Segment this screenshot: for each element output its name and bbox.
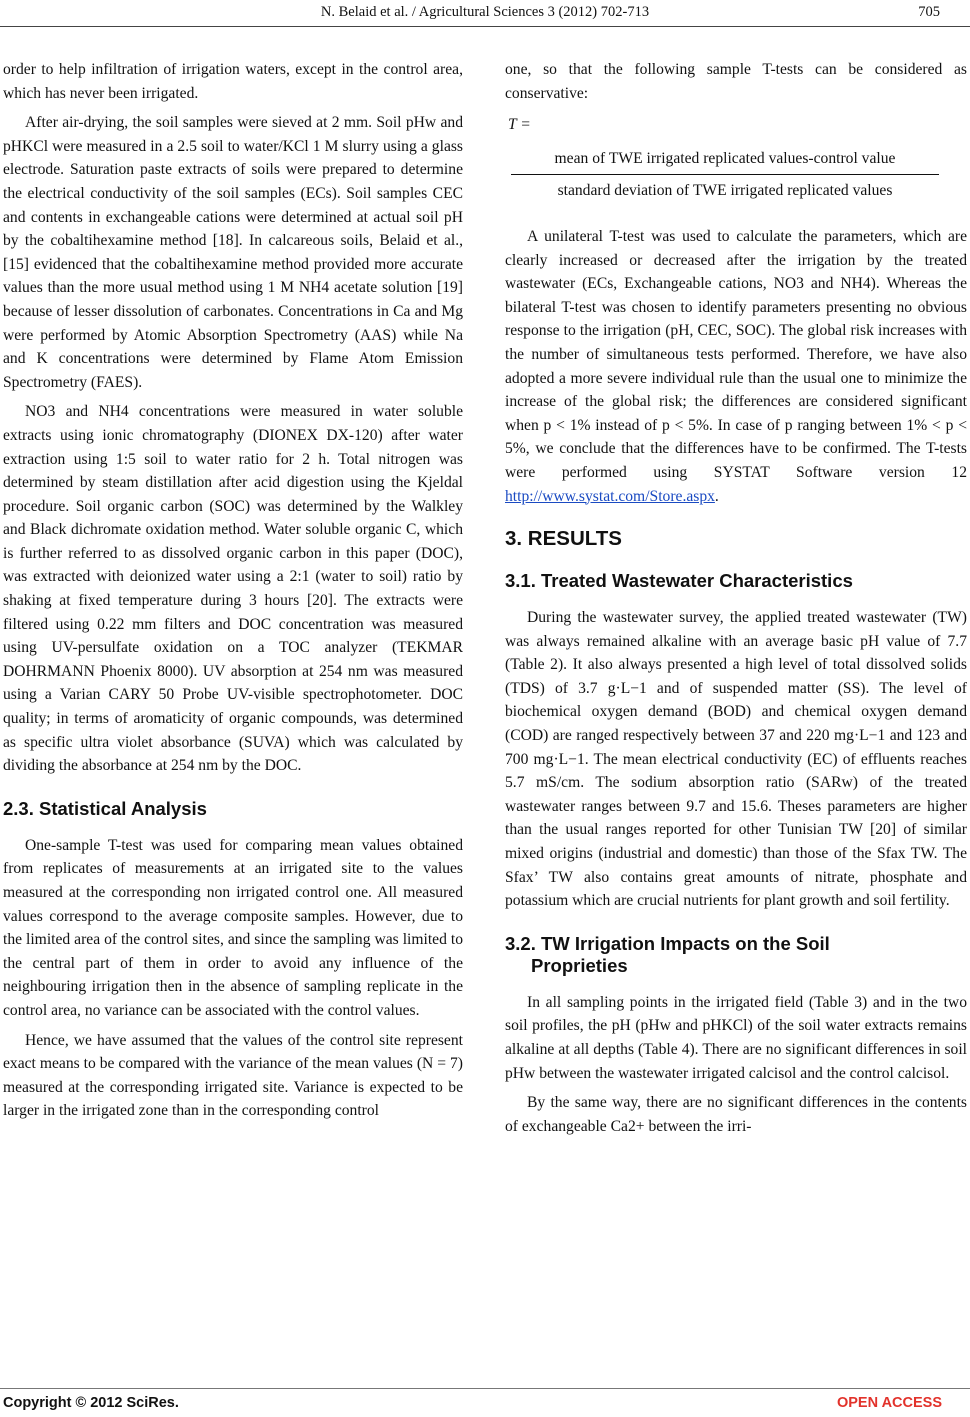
paragraph: During the wastewater survey, the applied treated wastewater (TW) was always remained alkaline with an average basic pH value of 7.7 (Table 2). It also always presented a high level of total dissolved solids (TDS) of 3.7 g·L−1 and of suspended matter (SS). The level of biochemical oxygen demand (BOD) and chemical oxygen demand (COD) are ranged respectively between 37 and 220 mg·L−1 and 123 and 700 mg·L−1. The mean electrical conductivity (EC) of effluents reaches 5.7 mS/cm. The sodium absorption ratio (SARw) of the treated wastewater ranges between 9.7 and 15.6. Theses parameters are higher than the usual ranges reported for other Tunisian TW [20] of similar mixed origins (industrial and domestic) than those of the Sfax TW. The Sfax’ TW also contains great amounts of nitrate, phosphate and potassium which are crucial nutrients for plant growth and soil fertility. (505, 609, 967, 910)
subsection-heading (505, 933, 967, 977)
subsection-heading: 3.1. Treated Wastewater Characteristics (505, 570, 853, 592)
section-heading: 3. RESULTS (505, 527, 622, 551)
paragraph: In all sampling points in the irrigated field (Table 3) and in the two soil profiles, the pH (pHw and pHKCl) of the soil water extracts remains alkaline at all depths (Table 4). There are no significant differences in soil pHw between the wastewater irrigated calcisol and the control calcisol. (505, 993, 967, 1082)
equation-lhs: T = (508, 116, 531, 134)
right-column (505, 58, 967, 1138)
paragraph: one, so that the following sample T-tests can be considered as conservative: (505, 61, 967, 102)
systat-link[interactable]: http://www.systat.com/Store.aspx (505, 487, 715, 505)
copyright-notice: Copyright © 2012 SciRes. (3, 1395, 179, 1411)
open-access-label: OPEN ACCESS (836, 1395, 942, 1411)
paragraph: A unilateral T-test was used to calculate the parameters, which are clearly increased or decreased after the irrigation by the treated wastewater (ECs, Exchangeable cations, NO3 and NH4). Whereas the bilateral T-test was chosen to identify parameters presenting no obvious response to the irrigation (pH, CEC, SOC). The global risk increases with the number of simultaneous tests performed. Therefore, we have also adopted a more severe individual rule than the usual one to minimize the increase of the global risk; the differences are considered significant when p < 1% instead of p < 5%. In case of p ranging between 1% < p < 5%, we conclude that the differences have to be confirmed. The T-tests were performed using SYSTAT Software version 12 http://www.systat.com/Store.aspx. (505, 227, 967, 505)
t-test-equation (505, 113, 967, 203)
header-title: N. Belaid et al. / Agricultural Sciences 3 (2012) 702-713 (320, 4, 650, 20)
left-column (3, 58, 463, 1123)
header-rule (0, 26, 970, 27)
equation-numerator: mean of TWE irrigated replicated values-control value (554, 149, 896, 167)
running-header (0, 0, 970, 24)
paragraph: NO3 and NH4 concentrations were measured in water soluble extracts using ionic chromatography (DIONEX DX-120) after water extraction using 1:5 soil to water ratio for 2 h. Total nitrogen was determined by steam distillation after acid digestion using the Kjeldal procedure. Soil organic carbon (SOC) was determined by the Walkley and Black dichromate oxidation method. Water soluble organic C, which is further referred to as dissolved organic carbon in this paper (DOC), was extracted with deionized water using a 2:1 (water to soil) ratio by shaking at fixed temperature during 3 hours [20]. The extracts were filtered using 0.22 mm filters and DOC concentration was measured using UV-persulfate oxidation on a TOC analyzer (TEKMAR DOHRMANN Phoenix 8000). UV absorption at 254 nm was measured using a Varian CARY 50 Probe UV-visible spectrophotometer. DOC quality; in terms of aromaticity of organic compounds, was determined as specific ultra violet absorbance (SUVA) which was calculated by dividing the absorbance at 254 nm by the DOC. (3, 403, 463, 775)
paragraph: order to help infiltration of irrigation waters, except in the control area, which has never been irrigated. (3, 61, 463, 102)
page-number: 705 (918, 4, 940, 20)
paragraph: One-sample T-test was used for comparing mean values obtained from replicates of measurements at an irrigated site to the values measured at the corresponding non irrigated control one. All measured values correspond to the average composite samples. However, due to the limited area of the control sites, and since the sampling was limited to the central part of them in order to avoid any influence of the neighbouring irrigation then in the absence of sampling replicate in the control area, no variance can be associated with the control values. (3, 836, 463, 1019)
heading-line: 3.2. TW Irrigation Impacts on the Soil (505, 932, 830, 954)
equation-fraction (505, 143, 945, 203)
equation-denominator: standard deviation of TWE irrigated replicated values (557, 182, 893, 200)
footer-rule (0, 1388, 970, 1389)
paragraph: By the same way, there are no significant differences in the contents of exchangeable Ca2+ between the irri- (505, 1094, 967, 1135)
paragraph: Hence, we have assumed that the values of the control site represent exact means to be compared with the variance of the mean values (N = 7) measured at the corresponding irrigated site. Variance is expected to be larger in the irrigated zone than in the corresponding control (3, 1031, 463, 1120)
paragraph: After air-drying, the soil samples were sieved at 2 mm. Soil pHw and pHKCl were measured in a 2.5 soil to water/KCl 1 M slurry using a glass electrode. Saturation paste extracts of soils were prepared to determine the electrical conductivity of the soil samples (ECs). Soil samples CEC and contents in exchangeable cations were determined at actual soil pH by the cobaltihexamine method [18]. In calcareous soils, Belaid et al., [15] evidenced that the cobaltihexamine method provided more accurate values than the more usual method using 1 M NH4 acetate solution [19] because of lesser dissolution of carbonates. Concentrations in Ca and Mg were performed by Atomic Absorption Spectrometry (AAS) while Na and K concentrations were determined by Flame Atom Emission Spectrometry (FAES). (3, 114, 463, 391)
paragraph-text: A unilateral T-test was used to calculate the parameters, which are clearly increased or decreased after the irrigation by the treated wastewater (ECs, Exchangeable cations, NO3 and NH4). Whereas the bilateral T-test was chosen to identify parameters presenting no obvious response to the irrigation (pH, CEC, SOC). The global risk increases with the number of simultaneous tests performed. Therefore, we have also adopted a more severe individual rule than the usual one to minimize the increase of the global risk; the differences are considered significant when p < 1% instead of p < 5%. In case of p ranging between 1% < p < 5%, we conclude that the differences have to be confirmed. The T-tests were performed using SYSTAT Software version 12 (505, 227, 967, 481)
section-heading: 2.3. Statistical Analysis (3, 797, 207, 819)
heading-line: Proprieties (531, 954, 628, 976)
